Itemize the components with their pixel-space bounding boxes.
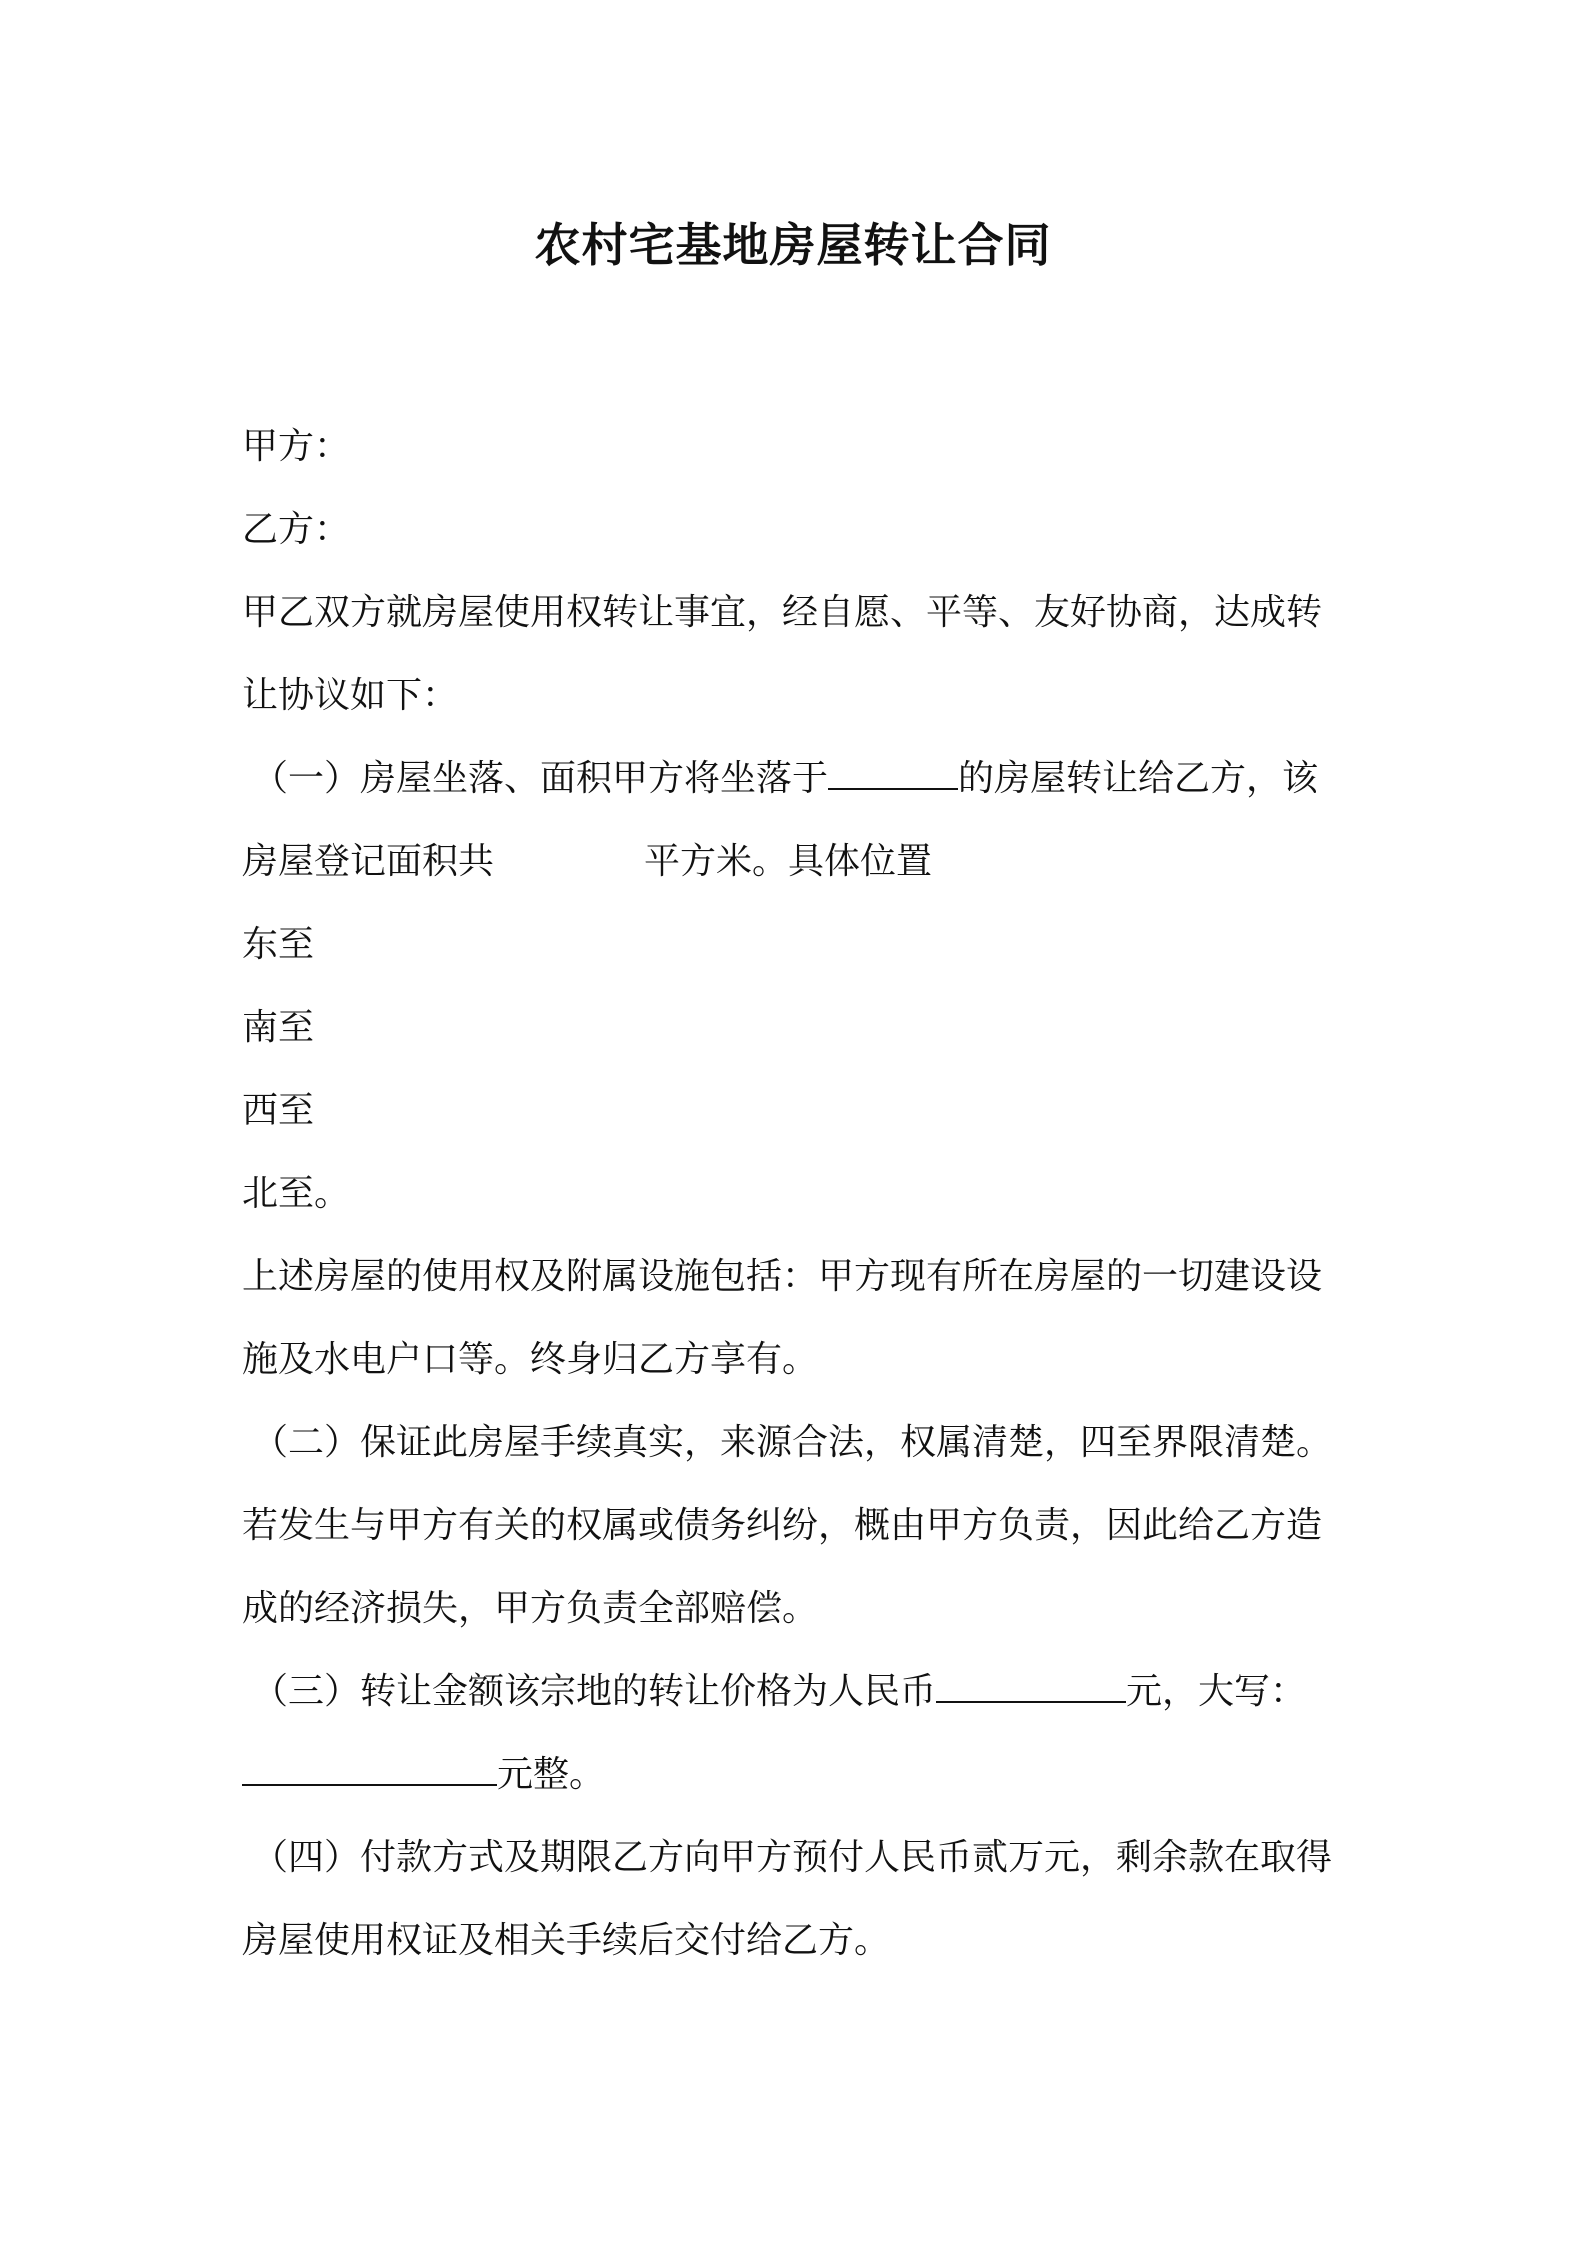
clause4-line-2: 房屋使用权证及相关手续后交付给乙方。 <box>242 1920 891 1961</box>
facilities-line-2: 施及水电户口等。终身归乙方享有。 <box>242 1339 819 1380</box>
intro-line-1: 甲乙双方就房屋使用权转让事宜，经自愿、平等、友好协商，达成转 <box>242 592 1323 633</box>
clause3-line-1 <box>242 1650 1362 1733</box>
intro-line-2: 让协议如下： <box>242 675 459 716</box>
west-boundary: 西至 <box>242 1090 315 1131</box>
price-words-blank <box>242 1754 497 1786</box>
document-body <box>242 405 1362 1982</box>
location-blank <box>828 758 958 790</box>
clause2-line-3: 成的经济损失，甲方负责全部赔偿。 <box>242 1588 819 1629</box>
clause4-line-1: （四）付款方式及期限乙方向甲方预付人民币贰万元，剩余款在取得 <box>252 1837 1333 1878</box>
facilities-line-1: 上述房屋的使用权及附属设施包括：甲方现有所在房屋的一切建设设 <box>242 1256 1323 1297</box>
clause2-line-1: （二）保证此房屋手续真实，来源合法，权属清楚，四至界限清楚。 <box>252 1422 1333 1463</box>
clause3-line2-text: 元整。 <box>497 1754 606 1795</box>
area-label: 房屋登记面积共 <box>242 841 495 882</box>
south-boundary: 南至 <box>242 1007 315 1048</box>
clause2-line-2: 若发生与甲方有关的权属或债务纠纷，概由甲方负责，因此给乙方造 <box>242 1505 1323 1546</box>
clause1-line-1 <box>242 737 1362 820</box>
north-boundary: 北至。 <box>242 1173 351 1214</box>
clause1-text-before-blank: （一）房屋坐落、面积甲方将坐落于 <box>252 758 829 799</box>
clause1-line-2 <box>242 820 1362 903</box>
party-a-line: 甲方： <box>242 426 351 467</box>
price-number-blank <box>936 1671 1126 1703</box>
east-boundary: 东至 <box>242 924 315 965</box>
clause1-text-after-blank: 的房屋转让给乙方，该 <box>958 758 1319 799</box>
area-unit-text: 平方米。具体位置 <box>644 841 933 882</box>
party-b-line: 乙方： <box>242 509 351 550</box>
document-title: 农村宅基地房屋转让合同 <box>534 218 1052 272</box>
clause3-line-2 <box>242 1733 1362 1816</box>
clause3-text-before-blank: （三）转让金额该宗地的转让价格为人民币 <box>252 1671 937 1712</box>
clause3-text-after-blank: 元，大写： <box>1126 1671 1307 1712</box>
